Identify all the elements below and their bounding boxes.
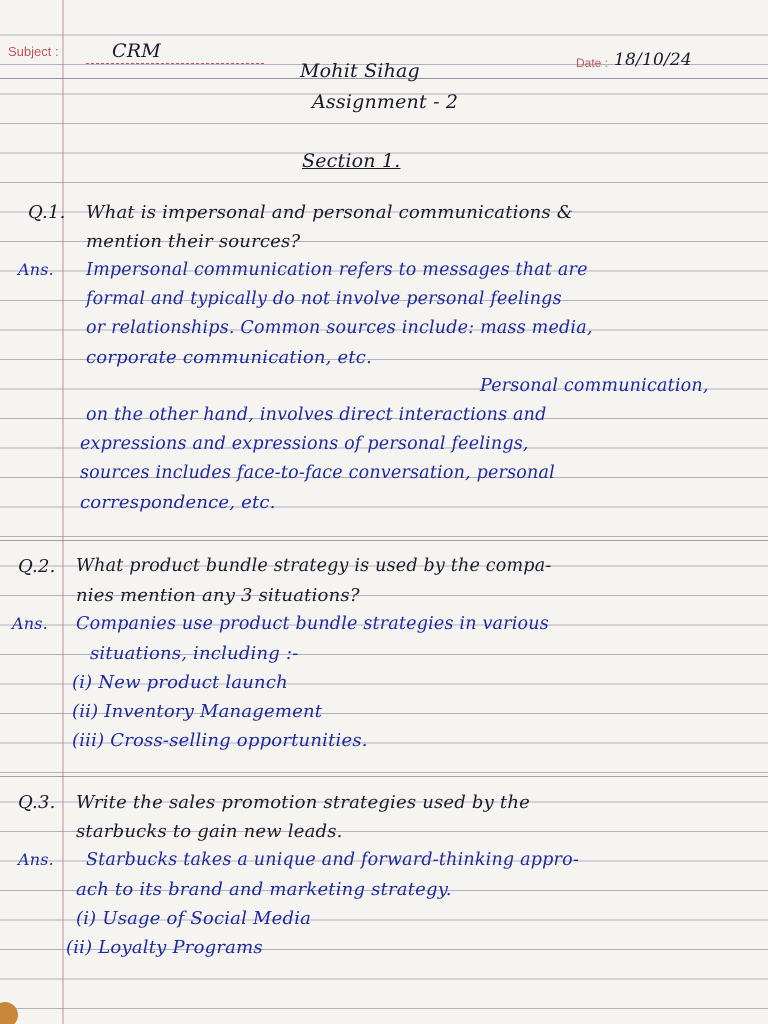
q2-answer-line: (iii) Cross-selling opportunities. <box>72 730 368 751</box>
date-value: 18/10/24 <box>614 50 692 70</box>
section-divider <box>0 540 768 541</box>
q3-answer-line: (i) Usage of Social Media <box>76 908 312 929</box>
q1-question-line: What is impersonal and personal communications & <box>86 202 574 223</box>
q3-question-line: Write the sales promotion strategies used by the <box>76 792 531 813</box>
q3-answer-line: (ii) Loyalty Programs <box>66 937 263 958</box>
q1-ans-label: Ans. <box>18 260 54 279</box>
margin-line <box>62 0 64 1024</box>
q2-question-line: What product bundle strategy is used by the compa- <box>76 556 552 576</box>
q3-answer-line: ach to its brand and marketing strategy. <box>76 879 452 900</box>
q2-number: Q.2. <box>18 556 56 577</box>
q3-question-line: starbucks to gain new leads. <box>76 821 343 842</box>
q2-question-line: nies mention any 3 situations? <box>76 585 360 606</box>
q3-answer-line: Starbucks takes a unique and forward-thinking appro- <box>86 850 579 870</box>
q2-answer-line: Companies use product bundle strategies in various <box>76 614 549 634</box>
q1-answer-line: corporate communication, etc. <box>86 347 372 368</box>
q2-answer-line: (ii) Inventory Management <box>72 701 323 722</box>
q2-answer-line: (i) New product launch <box>72 672 288 693</box>
q1-answer-line: or relationships. Common sources include: mass media, <box>86 318 593 338</box>
q2-ans-label: Ans. <box>12 614 48 633</box>
q1-answer-line: expressions and expressions of personal feelings, <box>80 434 529 454</box>
subject-value: CRM <box>112 40 161 62</box>
assignment-title: Assignment - 2 <box>312 91 459 113</box>
section-divider <box>0 776 768 777</box>
q1-number: Q.1. <box>28 202 66 223</box>
subject-underline <box>86 62 264 64</box>
q2-answer-line: situations, including :- <box>90 643 299 664</box>
student-name: Mohit Sihag <box>300 60 420 82</box>
q1-answer-line: Personal communication, <box>480 376 709 396</box>
q1-answer-line: sources includes face-to-face conversation, personal <box>80 463 555 483</box>
q1-answer-line: on the other hand, involves direct interactions and <box>86 405 547 425</box>
q1-question-line: mention their sources? <box>86 231 301 252</box>
q1-answer-line: formal and typically do not involve personal feelings <box>86 289 562 309</box>
q1-answer-line: correspondence, etc. <box>80 492 276 513</box>
section-heading: Section 1. <box>302 150 401 172</box>
date-label: Date : <box>576 56 609 70</box>
binder-ring-icon <box>0 1002 18 1024</box>
q1-answer-line: Impersonal communication refers to messages that are <box>86 260 588 280</box>
q3-ans-label: Ans. <box>18 850 54 869</box>
subject-label: Subject : <box>8 44 59 59</box>
q3-number: Q.3. <box>18 792 56 813</box>
